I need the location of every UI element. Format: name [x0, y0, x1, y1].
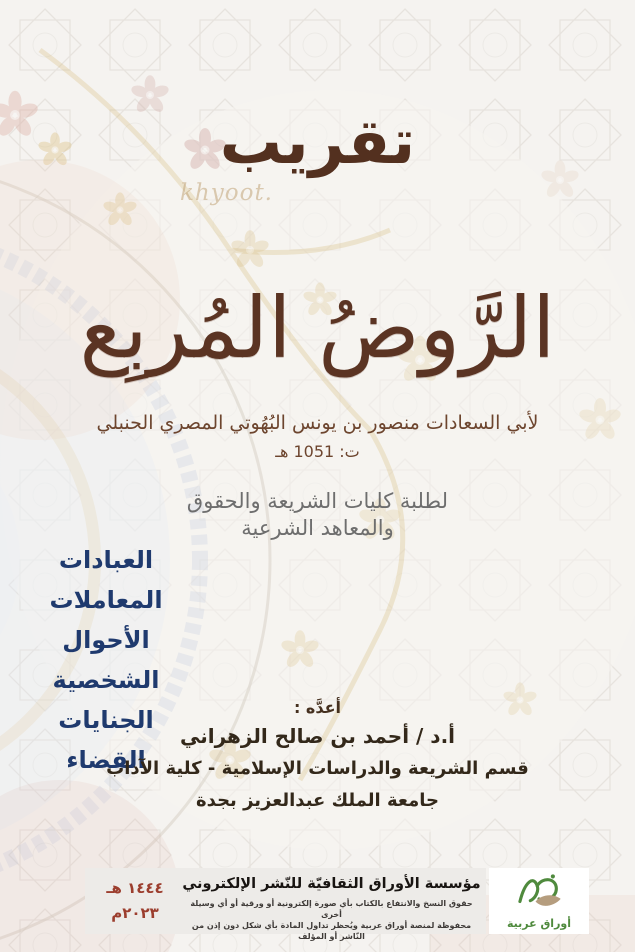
- publisher-logo: [489, 868, 589, 934]
- year-gregorian: ٢٠٢٣م: [111, 904, 159, 922]
- publisher-name: مؤسسة الأوراق الثقافيّة للنّشر الإلكتروني: [182, 876, 481, 892]
- rights-line-1: حقوق النسخ والانتفاع بالكتاب بأي صورة إلكترونية أو ورقية أو أي وسيلة أخرى: [190, 899, 473, 919]
- topic-worship: العبادات: [58, 546, 154, 574]
- university-line: جامعة الملك عبدالعزيز بجدة: [196, 790, 439, 811]
- topic-judiciary: القضاء: [66, 746, 146, 774]
- department-line: قسم الشريعة والدراسات الإسلامية - كلية الآداب: [106, 758, 529, 779]
- topic-transactions: المعاملات: [49, 586, 163, 614]
- publisher-strip: [85, 868, 486, 941]
- publisher-logo-text: أوراق عربية: [506, 917, 572, 930]
- topic-personal-status: الأحوال الشخصية: [52, 626, 160, 694]
- rights-line-2: محفوظة لمنصة أوراق عربية ويُحظر تداول المادة بأي شكل دون إذن من النّاشر أو المؤلف: [191, 921, 472, 941]
- watermark-text: khyoot.: [180, 180, 273, 206]
- publication-dates: [95, 876, 175, 926]
- original-author-line: لأبي السعادات منصور بن يونس البُهُوتي المصري الحنبلي: [96, 412, 539, 434]
- book-main-title: الرَّوضُ المُربِع: [79, 279, 556, 377]
- arabic-papers-logo-icon: [513, 872, 565, 916]
- preparer-name: أ.د / أحمد بن صالح الزهراني: [179, 724, 456, 748]
- prepared-by-label: أعدَّه :: [293, 698, 342, 717]
- audience-line-1: لطلبة كليات الشريعة والحقوق: [186, 489, 449, 513]
- rights-notice: [181, 898, 482, 942]
- audience-note: [0, 488, 635, 542]
- year-hijri: ١٤٤٤ هـ: [106, 879, 164, 897]
- audience-line-2: والمعاهد الشرعية: [241, 516, 394, 540]
- author-death-year: ت: 1051 هـ: [275, 442, 360, 461]
- series-title: تقريب: [219, 105, 416, 178]
- publisher-info: [181, 875, 482, 942]
- topic-criminal: الجنايات: [58, 706, 154, 734]
